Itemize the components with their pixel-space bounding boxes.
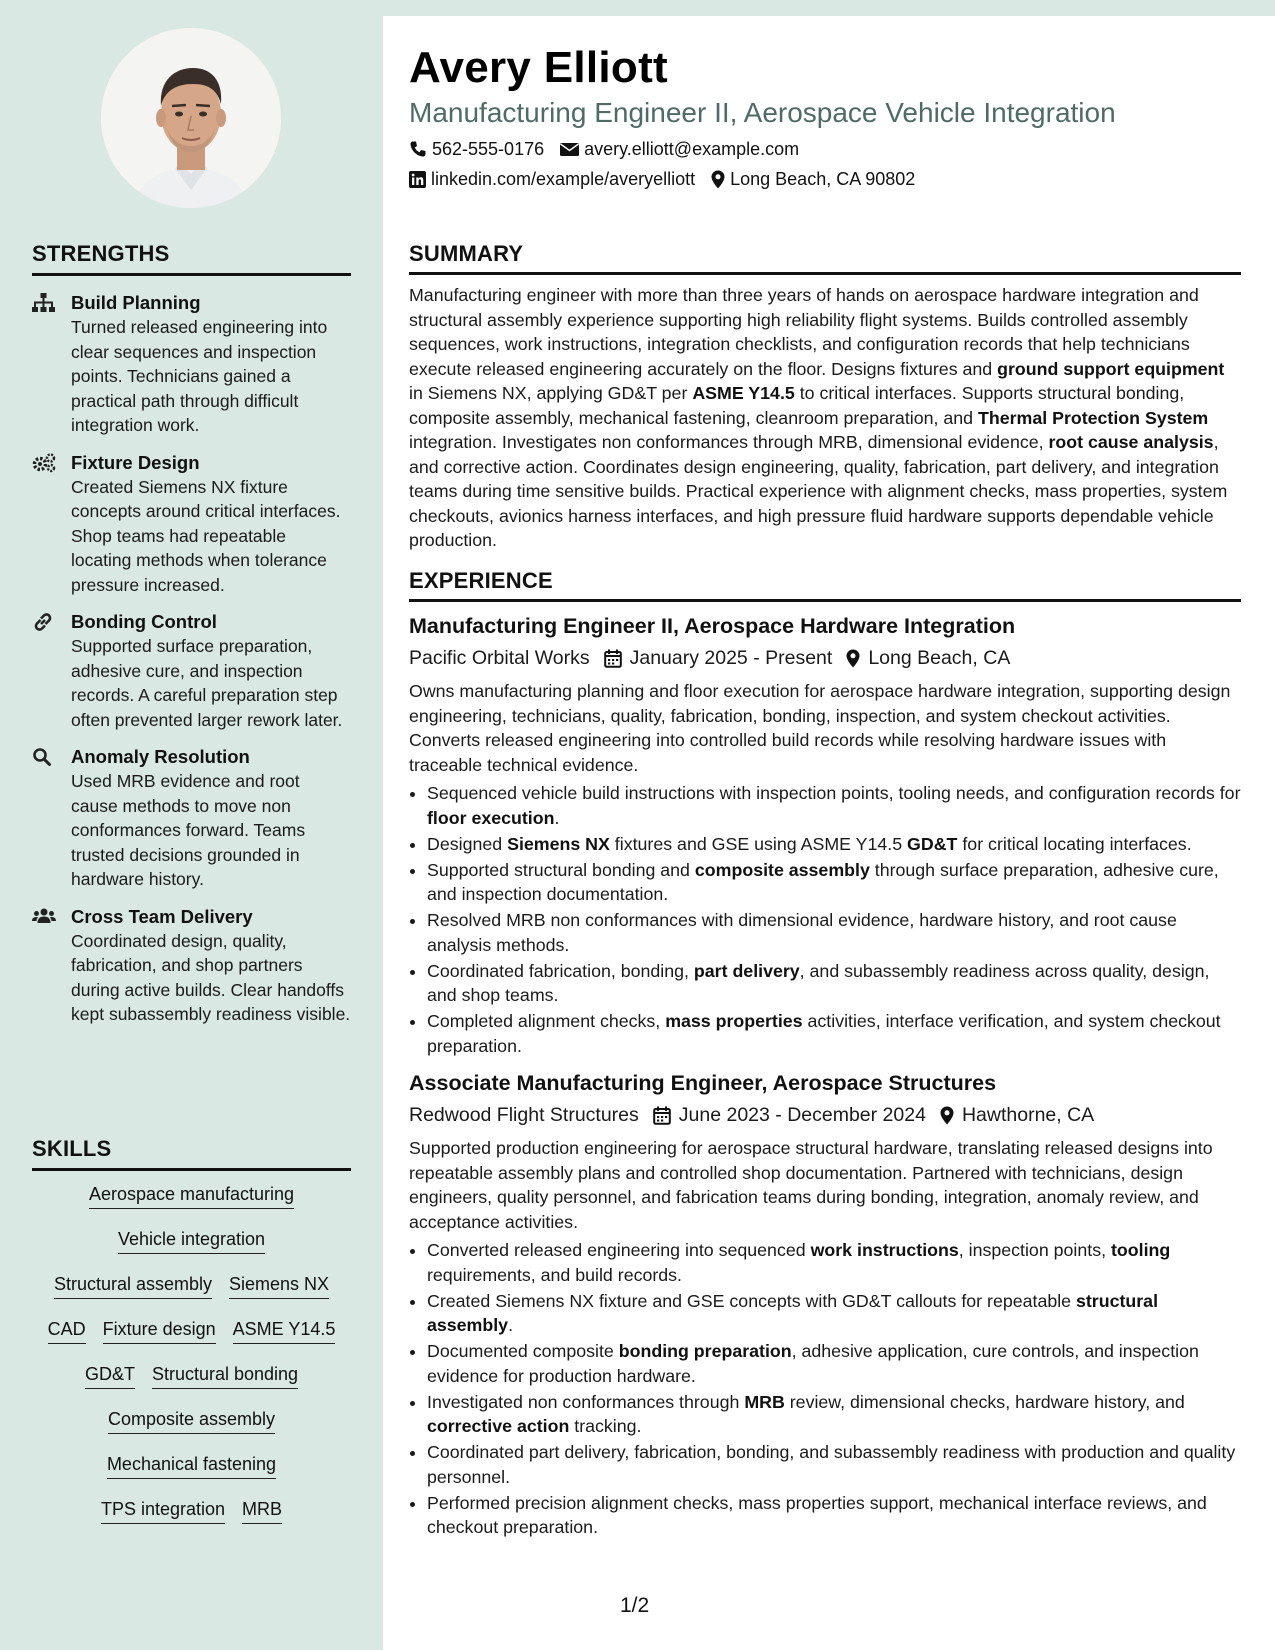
strength-title: Build Planning bbox=[71, 292, 201, 313]
job-location: Long Beach, CA bbox=[868, 647, 1011, 669]
skill-tag: MRB bbox=[242, 1498, 282, 1524]
bold-keyword: part delivery bbox=[693, 960, 800, 981]
skill-tag: Fixture design bbox=[103, 1318, 216, 1344]
text-run: Designed bbox=[427, 833, 508, 854]
text-run: Converted released engineering into sequenced bbox=[427, 1240, 811, 1260]
text-run: Coordinated part delivery, fabrication, bonding, and subassembly readiness with production and quality personnel. bbox=[427, 1442, 1236, 1487]
skill-tag: GD&T bbox=[85, 1363, 135, 1389]
skill-tag: Composite assembly bbox=[108, 1408, 275, 1434]
text-run: Documented composite bbox=[427, 1341, 619, 1361]
text-run: , inspection points, bbox=[958, 1240, 1111, 1260]
strength-item bbox=[32, 904, 351, 1027]
bold-keyword: corrective action bbox=[427, 1416, 570, 1436]
job-meta bbox=[409, 644, 1241, 672]
skill-row bbox=[32, 1408, 351, 1453]
bold-keyword: Siemens NX bbox=[507, 833, 610, 854]
text-run: Completed alignment checks, bbox=[427, 1011, 666, 1031]
bold-keyword: floor execution bbox=[427, 807, 555, 828]
skill-row bbox=[32, 1318, 351, 1363]
phone-text: 562-555-0176 bbox=[432, 139, 545, 159]
strengths-section bbox=[32, 241, 351, 1027]
linkedin-contact[interactable] bbox=[409, 166, 695, 192]
email-text: avery.elliott@example.com bbox=[584, 139, 800, 159]
skill-tag: Vehicle integration bbox=[118, 1228, 265, 1254]
skill-row bbox=[32, 1363, 351, 1408]
skill-row bbox=[32, 1498, 351, 1543]
header bbox=[409, 44, 1241, 192]
search-icon bbox=[32, 747, 56, 769]
skill-row bbox=[32, 1228, 351, 1273]
bullet-item bbox=[427, 858, 1241, 907]
text-run: Resolved MRB non conformances with dimensional evidence, hardware history, and root cause analysis methods. bbox=[427, 910, 1177, 955]
bullet-item bbox=[427, 1440, 1241, 1489]
strength-desc: Used MRB evidence and root cause methods to move non conformances forward. Teams trusted decisions grounded in hardware history. bbox=[71, 771, 306, 889]
bullet-item bbox=[427, 781, 1241, 830]
job-description: Supported production engineering for aerospace structural hardware, translating released designs into repeatable assembly plans and controlled shop documentation. Partnered with technicians, design engineers, quality personnel, and fabrication teams during bonding, integration, anomaly review, and acceptance activities. bbox=[409, 1138, 1213, 1232]
bold-keyword: work instructions bbox=[810, 1240, 959, 1260]
text-run: in Siemens NX, applying GD&T per bbox=[409, 383, 693, 403]
skill-tag: Structural assembly bbox=[54, 1273, 212, 1299]
envelope-icon bbox=[560, 142, 579, 157]
job-title: Associate Manufacturing Engineer, Aerospace Structures bbox=[409, 1071, 997, 1095]
location-text: Long Beach, CA 90802 bbox=[730, 169, 916, 189]
bullet-item bbox=[427, 832, 1241, 857]
strength-title: Cross Team Delivery bbox=[71, 905, 253, 927]
text-run: Sequenced vehicle build instructions with inspection points, tooling needs, and configuration records for bbox=[427, 783, 1241, 803]
text-run: for critical locating interfaces. bbox=[957, 833, 1192, 854]
text-run: , and subassembly readiness across quality, design, and shop teams. bbox=[427, 960, 1210, 1005]
strength-item bbox=[32, 450, 351, 598]
text-run: , adhesive application, cure controls, and inspection evidence for production hardware. bbox=[427, 1341, 1199, 1386]
skills-list bbox=[32, 1183, 351, 1543]
text-run: Manufacturing engineer with more than three years of hands on aerospace hardware integration and structural assembly experience supporting high reliability flight systems. Builds controlled assembly sequences, work instructions, integration checklists, and configuration records that help technicians execute released engineering accurately on the floor. Designs fixtures and bbox=[409, 285, 1199, 379]
summary-section bbox=[409, 241, 1241, 553]
map-pin-icon bbox=[940, 1106, 954, 1125]
strength-title: Anomaly Resolution bbox=[71, 746, 250, 767]
skill-tag: Structural bonding bbox=[152, 1363, 298, 1389]
strength-desc: Coordinated design, quality, fabrication, and shop partners during active builds. Clear handoffs kept subassembly readiness visible. bbox=[71, 930, 351, 1024]
skill-row bbox=[32, 1183, 351, 1228]
job-description: Owns manufacturing planning and floor execution for aerospace hardware integration, supporting design engineering, technicians, quality, fabrication, bonding, inspection, and system checkout activities. Converts released engineering into controlled build records while resolving hardware issues with traceable technical evidence. bbox=[409, 681, 1231, 775]
skill-tag: TPS integration bbox=[101, 1498, 225, 1524]
skill-row bbox=[32, 1273, 351, 1318]
hierarchy-icon bbox=[32, 293, 56, 315]
bullet-item bbox=[427, 908, 1241, 957]
text-run: requirements, and build records. bbox=[427, 1264, 682, 1285]
bullet-item bbox=[427, 1009, 1241, 1058]
strength-item bbox=[32, 609, 351, 732]
text-run: review, dimensional checks, hardware history, and bbox=[784, 1391, 1185, 1412]
job-bullets bbox=[409, 1238, 1241, 1540]
bullet-item bbox=[427, 1238, 1241, 1287]
skill-tag: CAD bbox=[48, 1318, 86, 1344]
strength-title: Bonding Control bbox=[71, 611, 217, 632]
text-run: , and corrective action. Coordinates design engineering, quality, fabrication, part delivery, and integration teams during time sensitive builds. Practical experience with alignment checks, mass properties, system checkouts, avionics harness interfaces, and high pressure fluid hardware supports dependable vehicle production. bbox=[409, 432, 1228, 550]
bold-keyword: MRB bbox=[744, 1391, 785, 1412]
strength-desc: Created Siemens NX fixture concepts around critical interfaces. Shop teams had repeatable locating methods when tolerance pressure increased. bbox=[71, 476, 341, 595]
job-dates: June 2023 - December 2024 bbox=[678, 1104, 926, 1126]
text-run: Performed precision alignment checks, mass properties support, mechanical interface reviews, and checkout preparation. bbox=[427, 1492, 1207, 1537]
text-run: Supported structural bonding and bbox=[427, 859, 695, 880]
bullet-item bbox=[427, 1339, 1241, 1388]
link-icon bbox=[32, 612, 56, 634]
bold-keyword: bonding preparation bbox=[618, 1341, 792, 1361]
phone-contact[interactable] bbox=[409, 136, 544, 162]
summary-text bbox=[409, 283, 1241, 553]
candidate-headline: Manufacturing Engineer II, Aerospace Vehicle Integration bbox=[409, 97, 1116, 128]
top-band bbox=[383, 0, 1275, 16]
text-run: tracking. bbox=[569, 1416, 642, 1436]
map-pin-icon bbox=[846, 649, 860, 668]
candidate-name: Avery Elliott bbox=[409, 43, 669, 92]
location-contact bbox=[711, 166, 915, 192]
experience-heading: EXPERIENCE bbox=[409, 568, 1241, 602]
job-location: Hawthorne, CA bbox=[961, 1104, 1095, 1126]
bold-keyword: Thermal Protection System bbox=[977, 407, 1209, 428]
bold-keyword: GD&T bbox=[907, 833, 958, 854]
phone-icon bbox=[409, 140, 427, 158]
portrait-illustration bbox=[101, 28, 281, 208]
bullet-item bbox=[427, 1390, 1241, 1439]
users-icon bbox=[32, 907, 56, 929]
skills-section bbox=[32, 1136, 351, 1543]
company-name: Pacific Orbital Works bbox=[409, 647, 590, 669]
job-bullets bbox=[409, 781, 1241, 1058]
text-run: activities, interface verification, and system checkout preparation. bbox=[427, 1011, 1221, 1056]
text-run: . bbox=[554, 807, 560, 828]
page-number: 1/2 bbox=[620, 1594, 650, 1617]
job-title: Manufacturing Engineer II, Aerospace Hardware Integration bbox=[409, 614, 1016, 638]
skill-tag: Aerospace manufacturing bbox=[89, 1183, 294, 1209]
text-run: . bbox=[508, 1315, 514, 1335]
text-run: fixtures and GSE using ASME Y14.5 bbox=[609, 833, 908, 854]
gears-icon bbox=[32, 453, 56, 475]
skill-tag: ASME Y14.5 bbox=[233, 1318, 336, 1344]
strength-title: Fixture Design bbox=[71, 451, 200, 473]
strength-item bbox=[32, 744, 351, 892]
text-run: integration. Investigates non conformances through MRB, dimensional evidence, bbox=[409, 432, 1049, 452]
text-run: through surface preparation, adhesive cure, and inspection documentation. bbox=[427, 859, 1219, 904]
text-run: Coordinated fabrication, bonding, bbox=[427, 960, 694, 981]
map-pin-icon bbox=[711, 170, 725, 189]
skills-heading: SKILLS bbox=[32, 1136, 351, 1171]
bold-keyword: tooling bbox=[1110, 1240, 1171, 1260]
strengths-heading: STRENGTHS bbox=[32, 241, 351, 276]
bold-keyword: composite assembly bbox=[694, 859, 870, 880]
bold-keyword: ground support equipment bbox=[997, 358, 1225, 379]
job-dates: January 2025 - Present bbox=[629, 647, 833, 669]
job-entry bbox=[409, 612, 1241, 1058]
skill-tag: Mechanical fastening bbox=[107, 1453, 276, 1479]
bullet-item bbox=[427, 1491, 1241, 1540]
strength-desc: Turned released engineering into clear sequences and inspection points. Technicians gained a practical path through difficult integration work. bbox=[71, 317, 328, 435]
profile-photo bbox=[101, 28, 281, 208]
linkedin-icon bbox=[409, 171, 426, 188]
bold-keyword: root cause analysis bbox=[1048, 432, 1214, 452]
text-run: to critical interfaces. Supports structural bonding, composite assembly, mechanical fastening, cleanroom preparation, and bbox=[409, 383, 1185, 428]
bold-keyword: ASME Y14.5 bbox=[692, 383, 795, 403]
email-contact[interactable] bbox=[560, 136, 799, 162]
strength-desc: Supported surface preparation, adhesive cure, and inspection records. A careful preparation step often prevented larger rework later. bbox=[71, 636, 343, 730]
strength-item bbox=[32, 290, 351, 438]
experience-section bbox=[409, 568, 1241, 1541]
job-entry bbox=[409, 1069, 1241, 1540]
bullet-item bbox=[427, 1289, 1241, 1338]
bullet-item bbox=[427, 959, 1241, 1008]
text-run: Created Siemens NX fixture and GSE concepts with GD&T callouts for repeatable bbox=[427, 1290, 1076, 1311]
job-meta bbox=[409, 1101, 1241, 1129]
company-name: Redwood Flight Structures bbox=[409, 1104, 639, 1126]
summary-heading: SUMMARY bbox=[409, 241, 1241, 275]
bold-keyword: structural assembly bbox=[427, 1290, 1159, 1335]
bold-keyword: mass properties bbox=[665, 1011, 803, 1031]
text-run: Investigated non conformances through bbox=[427, 1391, 745, 1412]
calendar-icon bbox=[604, 649, 622, 668]
skill-row bbox=[32, 1453, 351, 1498]
calendar-icon bbox=[653, 1106, 671, 1125]
skill-tag: Siemens NX bbox=[229, 1273, 329, 1299]
linkedin-text: linkedin.com/example/averyelliott bbox=[431, 169, 696, 189]
